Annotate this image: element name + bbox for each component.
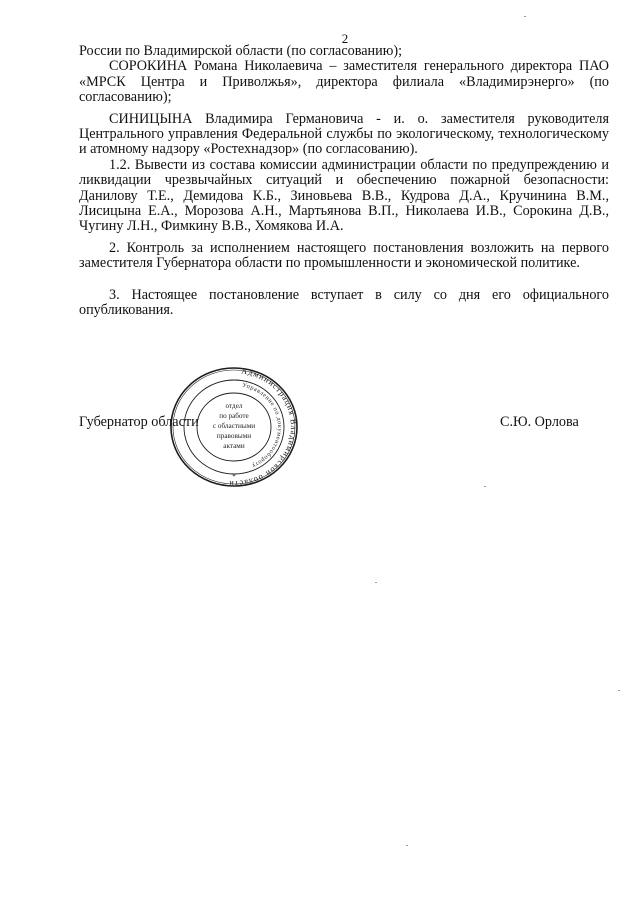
official-seal — [168, 366, 300, 488]
scan-speck — [618, 690, 620, 691]
paragraph-1-2-remove: 1.2. Вывести из состава комиссии администрации области по предупреждению и ликвидации чрезвычайных ситуаций и обеспечению пожарной безопасности: Данилову Т.Е., Демидова К.Б., Зиновьева В.В., Кудрова Д.А., Кручинина В.М., Лисицына Е.А., Морозова А.Н., Мартьянова В.П., Николаева И.В., Сорокина Д.В., Чугину Л.Н., Фимкину В.В., Хомякова И.А. — [79, 156, 609, 235]
signature-name: С.Ю. Орлова — [500, 414, 579, 430]
paragraph-2-control: 2. Контроль за исполнением настоящего постановления возложить на первого заместителя Губернатора области по промышленности и экономической политике. — [79, 239, 609, 272]
scan-speck — [524, 16, 526, 17]
signature-position: Губернатор области — [79, 414, 199, 430]
paragraph-continuation: России по Владимирской области (по согласованию); — [79, 43, 403, 59]
seal-center-line: отдел — [225, 402, 243, 410]
scan-speck — [375, 582, 377, 583]
document-body — [79, 44, 609, 319]
seal-center-line: актами — [223, 442, 245, 450]
seal-star-icon: * — [232, 473, 236, 481]
seal-center-line: правовыми — [216, 432, 252, 440]
paragraph-3-effective: 3. Настоящее постановление вступает в силу со дня его официального опубликования. — [79, 286, 609, 319]
scan-speck — [406, 845, 408, 846]
scan-speck — [484, 486, 486, 487]
seal-outer-text: Администрация Владимирской области — [228, 366, 299, 488]
paragraph-sorokin: СОРОКИНА Романа Николаевича – заместителя генерального директора ПАО «МРСК Центра и Приволжья», директора филиала «Владимирэнерго» (по согласованию); — [79, 58, 609, 106]
seal-inner-ring-text: Управление по документообороту — [241, 381, 284, 470]
seal-center-line: с областными — [212, 422, 256, 430]
page-number: 2 — [341, 31, 349, 46]
seal-center-line: по работе — [219, 412, 249, 420]
paragraph-sinitsyn: СИНИЦЫНА Владимира Германовича - и. о. заместителя руководителя Центрального управления Федеральной службы по экологическому, технологическому и атомному надзору «Ростехнадзор» (по согласованию). — [79, 110, 609, 158]
